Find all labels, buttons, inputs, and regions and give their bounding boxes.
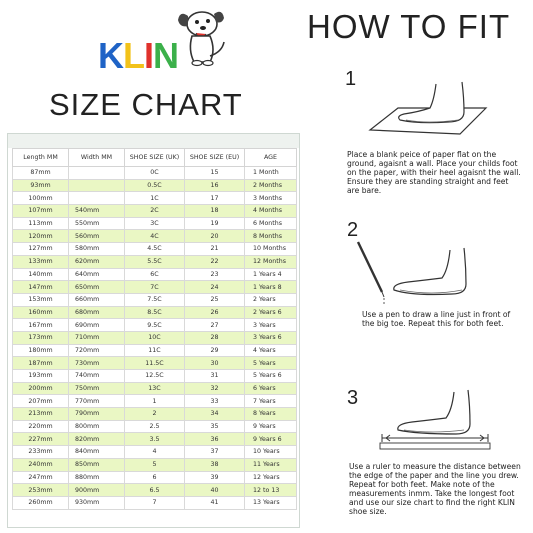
header-length: Length MM [13, 149, 69, 167]
uk-size-cell: 13C [125, 382, 185, 395]
length-cell: 187mm [13, 357, 69, 370]
length-cell: 113mm [13, 217, 69, 230]
width-cell: 740mm [69, 370, 125, 383]
table-header-row [13, 149, 297, 167]
age-cell: 12 Years [245, 471, 297, 484]
how-to-fit-title: HOW TO FIT [307, 8, 511, 45]
uk-size-cell: 11.5C [125, 357, 185, 370]
table-row [13, 357, 297, 370]
age-cell: 8 Months [245, 230, 297, 243]
length-cell: 180mm [13, 344, 69, 357]
step-2-number: 2 [347, 219, 359, 241]
table-row [13, 205, 297, 218]
eu-size-cell: 36 [185, 433, 245, 446]
length-cell: 240mm [13, 458, 69, 471]
table-row [13, 217, 297, 230]
length-cell: 200mm [13, 382, 69, 395]
age-cell: 12 to 13 [245, 484, 297, 497]
table-row [13, 420, 297, 433]
foot-with-ruler-icon [376, 388, 494, 450]
uk-size-cell: 0.5C [125, 179, 185, 192]
table-row [13, 192, 297, 205]
uk-size-cell: 7C [125, 281, 185, 294]
header-shoe-size-eu: SHOE SIZE (EU) [185, 149, 245, 167]
eu-size-cell: 25 [185, 293, 245, 306]
header-shoe-size-uk: SHOE SIZE (UK) [125, 149, 185, 167]
table-row [13, 471, 297, 484]
eu-size-cell: 23 [185, 268, 245, 281]
age-cell: 10 Months [245, 243, 297, 256]
age-cell: 6 Months [245, 217, 297, 230]
logo-letter-i: I [144, 35, 154, 76]
table-row [13, 395, 297, 408]
length-cell: 133mm [13, 255, 69, 268]
length-cell: 260mm [13, 496, 69, 509]
age-cell: 5 Years 6 [245, 370, 297, 383]
step-3-number: 3 [347, 387, 359, 409]
length-cell: 120mm [13, 230, 69, 243]
uk-size-cell: 2C [125, 205, 185, 218]
width-cell: 750mm [69, 382, 125, 395]
age-cell: 9 Years [245, 420, 297, 433]
uk-size-cell: 5 [125, 458, 185, 471]
eu-size-cell: 32 [185, 382, 245, 395]
age-cell: 4 Years [245, 344, 297, 357]
length-cell: 227mm [13, 433, 69, 446]
uk-size-cell: 5.5C [125, 255, 185, 268]
length-cell: 213mm [13, 408, 69, 421]
age-cell: 13 Years [245, 496, 297, 509]
uk-size-cell: 2 [125, 408, 185, 421]
step-1-text: Place a blank peice of paper flat on the ground, agaisnt a wall. Place your childs foot on the paper, with their heel agaisnt the wall. Ensure they are standing straight and feet are bare. [347, 150, 521, 195]
table-row [13, 306, 297, 319]
eu-size-cell: 27 [185, 319, 245, 332]
eu-size-cell: 21 [185, 243, 245, 256]
width-cell [69, 192, 125, 205]
uk-size-cell: 3.5 [125, 433, 185, 446]
age-cell: 4 Months [245, 205, 297, 218]
eu-size-cell: 31 [185, 370, 245, 383]
width-cell: 560mm [69, 230, 125, 243]
table-row [13, 370, 297, 383]
eu-size-cell: 29 [185, 344, 245, 357]
uk-size-cell: 10C [125, 331, 185, 344]
eu-size-cell: 33 [185, 395, 245, 408]
age-cell: 8 Years [245, 408, 297, 421]
table-row [13, 446, 297, 459]
age-cell: 2 Months [245, 179, 297, 192]
uk-size-cell: 11C [125, 344, 185, 357]
length-cell: 153mm [13, 293, 69, 306]
length-cell: 207mm [13, 395, 69, 408]
width-cell: 580mm [69, 243, 125, 256]
uk-size-cell: 1 [125, 395, 185, 408]
table-row [13, 484, 297, 497]
table-row [13, 167, 297, 180]
header-width: Width MM [69, 149, 125, 167]
step-1-number: 1 [345, 68, 357, 90]
table-top-band [8, 134, 299, 148]
width-cell: 720mm [69, 344, 125, 357]
eu-size-cell: 24 [185, 281, 245, 294]
eu-size-cell: 15 [185, 167, 245, 180]
length-cell: 100mm [13, 192, 69, 205]
uk-size-cell: 1C [125, 192, 185, 205]
age-cell: 2 Years 6 [245, 306, 297, 319]
eu-size-cell: 35 [185, 420, 245, 433]
eu-size-cell: 34 [185, 408, 245, 421]
length-cell: 173mm [13, 331, 69, 344]
eu-size-cell: 37 [185, 446, 245, 459]
table-row [13, 408, 297, 421]
eu-size-cell: 38 [185, 458, 245, 471]
uk-size-cell: 6 [125, 471, 185, 484]
eu-size-cell: 16 [185, 179, 245, 192]
width-cell: 550mm [69, 217, 125, 230]
uk-size-cell: 7.5C [125, 293, 185, 306]
logo-letter-k: K [98, 35, 123, 76]
logo-wordmark [98, 34, 178, 78]
uk-size-cell: 9.5C [125, 319, 185, 332]
width-cell: 840mm [69, 446, 125, 459]
table-row [13, 230, 297, 243]
step-3-text: Use a ruler to measure the distance between the edge of the paper and the line you drew. Repeat for both feet. Make note of the measurements inmm. Take the longest foot and use our size chart to find the right KLIN shoe size. [349, 462, 521, 516]
size-chart-table-frame [7, 133, 300, 528]
uk-size-cell: 0C [125, 167, 185, 180]
length-cell: 220mm [13, 420, 69, 433]
width-cell: 540mm [69, 205, 125, 218]
age-cell: 7 Years [245, 395, 297, 408]
table-row [13, 331, 297, 344]
uk-size-cell: 4 [125, 446, 185, 459]
age-cell: 1 Years 4 [245, 268, 297, 281]
length-cell: 147mm [13, 281, 69, 294]
length-cell: 193mm [13, 370, 69, 383]
width-cell: 640mm [69, 268, 125, 281]
eu-size-cell: 39 [185, 471, 245, 484]
foot-on-paper-icon [368, 78, 488, 140]
table-row [13, 243, 297, 256]
width-cell: 790mm [69, 408, 125, 421]
width-cell: 900mm [69, 484, 125, 497]
table-row [13, 458, 297, 471]
eu-size-cell: 22 [185, 255, 245, 268]
age-cell: 10 Years [245, 446, 297, 459]
width-cell: 930mm [69, 496, 125, 509]
age-cell: 2 Years [245, 293, 297, 306]
width-cell: 850mm [69, 458, 125, 471]
dog-mascot-icon [170, 6, 230, 68]
foot-with-pen-icon [352, 240, 482, 304]
eu-size-cell: 26 [185, 306, 245, 319]
length-cell: 93mm [13, 179, 69, 192]
length-cell: 127mm [13, 243, 69, 256]
length-cell: 140mm [13, 268, 69, 281]
length-cell: 107mm [13, 205, 69, 218]
age-cell: 11 Years [245, 458, 297, 471]
age-cell: 12 Months [245, 255, 297, 268]
eu-size-cell: 40 [185, 484, 245, 497]
width-cell [69, 179, 125, 192]
length-cell: 87mm [13, 167, 69, 180]
age-cell: 3 Years 6 [245, 331, 297, 344]
age-cell: 1 Month [245, 167, 297, 180]
size-chart-title: SIZE CHART [49, 87, 243, 122]
table-row [13, 319, 297, 332]
age-cell: 3 Months [245, 192, 297, 205]
width-cell: 710mm [69, 331, 125, 344]
table-row [13, 433, 297, 446]
uk-size-cell: 6C [125, 268, 185, 281]
age-cell: 9 Years 6 [245, 433, 297, 446]
table-row [13, 281, 297, 294]
table-row [13, 255, 297, 268]
table-row [13, 496, 297, 509]
width-cell [69, 167, 125, 180]
age-cell: 3 Years [245, 319, 297, 332]
width-cell: 770mm [69, 395, 125, 408]
length-cell: 233mm [13, 446, 69, 459]
uk-size-cell: 7 [125, 496, 185, 509]
table-row [13, 344, 297, 357]
eu-size-cell: 17 [185, 192, 245, 205]
header-age: AGE [245, 149, 297, 167]
table-row [13, 268, 297, 281]
width-cell: 620mm [69, 255, 125, 268]
uk-size-cell: 6.5 [125, 484, 185, 497]
width-cell: 690mm [69, 319, 125, 332]
length-cell: 160mm [13, 306, 69, 319]
eu-size-cell: 19 [185, 217, 245, 230]
uk-size-cell: 4C [125, 230, 185, 243]
uk-size-cell: 3C [125, 217, 185, 230]
uk-size-cell: 12.5C [125, 370, 185, 383]
table-row [13, 179, 297, 192]
width-cell: 650mm [69, 281, 125, 294]
width-cell: 660mm [69, 293, 125, 306]
width-cell: 730mm [69, 357, 125, 370]
eu-size-cell: 20 [185, 230, 245, 243]
eu-size-cell: 18 [185, 205, 245, 218]
width-cell: 820mm [69, 433, 125, 446]
length-cell: 253mm [13, 484, 69, 497]
width-cell: 800mm [69, 420, 125, 433]
logo-letter-l: L [123, 35, 144, 76]
size-chart-table [12, 148, 297, 510]
length-cell: 167mm [13, 319, 69, 332]
table-row [13, 293, 297, 306]
width-cell: 880mm [69, 471, 125, 484]
uk-size-cell: 2.5 [125, 420, 185, 433]
uk-size-cell: 8.5C [125, 306, 185, 319]
eu-size-cell: 30 [185, 357, 245, 370]
eu-size-cell: 41 [185, 496, 245, 509]
eu-size-cell: 28 [185, 331, 245, 344]
length-cell: 247mm [13, 471, 69, 484]
age-cell: 1 Years 8 [245, 281, 297, 294]
width-cell: 680mm [69, 306, 125, 319]
table-row [13, 382, 297, 395]
age-cell: 6 Years [245, 382, 297, 395]
logo-letter-n: N [153, 35, 179, 76]
age-cell: 5 Years [245, 357, 297, 370]
uk-size-cell: 4.5C [125, 243, 185, 256]
step-2-text: Use a pen to draw a line just in front of the big toe. Repeat this for both feet. [362, 310, 511, 328]
